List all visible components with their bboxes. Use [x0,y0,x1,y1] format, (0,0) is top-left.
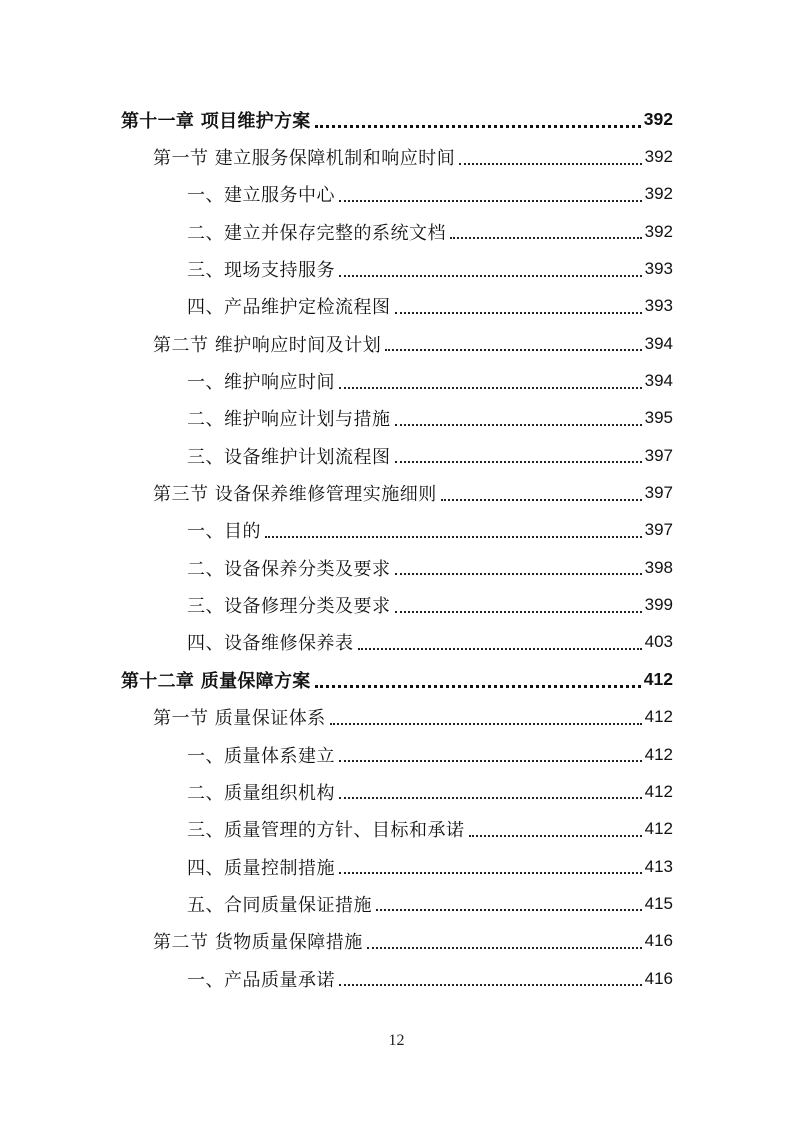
toc-page-number: 412 [644,819,673,839]
toc-subsection-entry[interactable] [0,960,793,997]
toc-subsection-entry[interactable] [0,176,793,213]
toc-dot-leader [459,162,641,165]
toc-dot-leader [339,796,642,799]
toc-subsection-entry[interactable] [0,288,793,325]
toc-dot-leader [367,946,642,949]
toc-entry-title: 第二节 维护响应时间及计划 [153,334,382,356]
toc-dot-leader [395,423,642,426]
toc-chapter-entry[interactable] [0,101,793,138]
toc-dot-leader [265,535,642,538]
toc-page-number: 412 [644,707,673,727]
toc-dot-leader [469,834,642,837]
toc-entry-title: 第一节 建立服务保障机制和响应时间 [153,148,456,170]
toc-section-entry[interactable] [0,138,793,175]
toc-page-number: 392 [644,221,673,241]
toc-subsection-entry[interactable] [0,736,793,773]
toc-entry-title: 一、维护响应时间 [187,372,335,394]
toc-dot-leader [450,236,642,239]
toc-dot-leader [376,908,642,911]
toc-subsection-entry[interactable] [0,250,793,287]
toc-page-number: 397 [644,445,673,465]
toc-page-number: 413 [644,856,673,876]
toc-entry-title: 二、建立并保存完整的系统文档 [187,222,446,244]
toc-page-number: 392 [644,147,673,167]
toc-entry-title: 第二节 货物质量保障措施 [153,932,363,954]
toc-page-number: 394 [644,333,673,353]
toc-subsection-entry[interactable] [0,773,793,810]
toc-section-entry[interactable] [0,325,793,362]
toc-entry-title: 三、现场支持服务 [187,260,335,282]
toc-subsection-entry[interactable] [0,885,793,922]
toc-subsection-entry[interactable] [0,512,793,549]
toc-entry-title: 四、产品维护定检流程图 [187,297,391,319]
toc-dot-leader [395,460,642,463]
toc-entry-title: 二、质量组织机构 [187,782,335,804]
toc-page-number: 393 [644,259,673,279]
toc-entry-title: 第一节 质量保证体系 [153,708,326,730]
toc-entry-title: 四、设备维修保养表 [187,633,354,655]
toc-dot-leader [441,498,642,501]
toc-dot-leader [330,722,642,725]
toc-page-number: 403 [644,632,673,652]
toc-entry-title: 第三节 设备保养维修管理实施细则 [153,484,437,506]
toc-entry-title: 三、设备维护计划流程图 [187,446,391,468]
toc-page-number: 416 [644,968,673,988]
toc-page-number: 392 [644,184,673,204]
toc-dot-leader [339,274,642,277]
toc-dot-leader [339,759,642,762]
toc-dot-leader [339,983,642,986]
toc-page-number: 412 [644,781,673,801]
toc-page-number: 412 [643,669,673,690]
toc-subsection-entry[interactable] [0,811,793,848]
toc-dot-leader [385,348,641,351]
toc-page-number: 399 [644,595,673,615]
toc-page-number: 416 [644,931,673,951]
toc-subsection-entry[interactable] [0,437,793,474]
toc-entry-title: 三、质量管理的方针、目标和承诺 [187,820,465,842]
toc-chapter-entry[interactable] [0,661,793,698]
toc-dot-leader [395,610,642,613]
toc-entry-title: 一、建立服务中心 [187,185,335,207]
toc-section-entry[interactable] [0,923,793,960]
toc-dot-leader [315,124,641,128]
toc-page-number: 394 [644,371,673,391]
toc-entry-title: 一、质量体系建立 [187,745,335,767]
toc-entry-title: 三、设备修理分类及要求 [187,596,391,618]
toc-subsection-entry[interactable] [0,624,793,661]
page-number-footer: 12 [388,1032,405,1049]
toc-dot-leader [339,386,642,389]
toc-dot-leader [315,684,641,688]
toc-dot-leader [395,311,642,314]
toc-dot-leader [339,871,642,874]
toc-page-number: 397 [644,520,673,540]
toc-subsection-entry[interactable] [0,400,793,437]
toc-page-number: 395 [644,408,673,428]
toc-dot-leader [395,572,642,575]
toc-entry-title: 第十一章 项目维护方案 [121,110,311,132]
table-of-contents [0,101,793,997]
toc-page-number: 392 [643,109,673,130]
toc-subsection-entry[interactable] [0,549,793,586]
toc-entry-title: 二、设备保养分类及要求 [187,558,391,580]
toc-entry-title: 二、维护响应计划与措施 [187,409,391,431]
toc-subsection-entry[interactable] [0,362,793,399]
toc-dot-leader [358,647,642,650]
toc-page-number: 397 [644,483,673,503]
toc-entry-title: 四、质量控制措施 [187,857,335,879]
toc-subsection-entry[interactable] [0,213,793,250]
toc-subsection-entry[interactable] [0,848,793,885]
toc-page-number: 398 [644,557,673,577]
toc-entry-title: 一、目的 [187,521,261,543]
toc-entry-title: 第十二章 质量保障方案 [121,670,311,692]
toc-section-entry[interactable] [0,699,793,736]
toc-section-entry[interactable] [0,474,793,511]
toc-page-number: 393 [644,296,673,316]
toc-subsection-entry[interactable] [0,586,793,623]
toc-dot-leader [339,199,642,202]
toc-page-number: 412 [644,744,673,764]
toc-entry-title: 一、产品质量承诺 [187,969,335,991]
toc-page-number: 415 [644,893,673,913]
toc-entry-title: 五、合同质量保证措施 [187,894,372,916]
